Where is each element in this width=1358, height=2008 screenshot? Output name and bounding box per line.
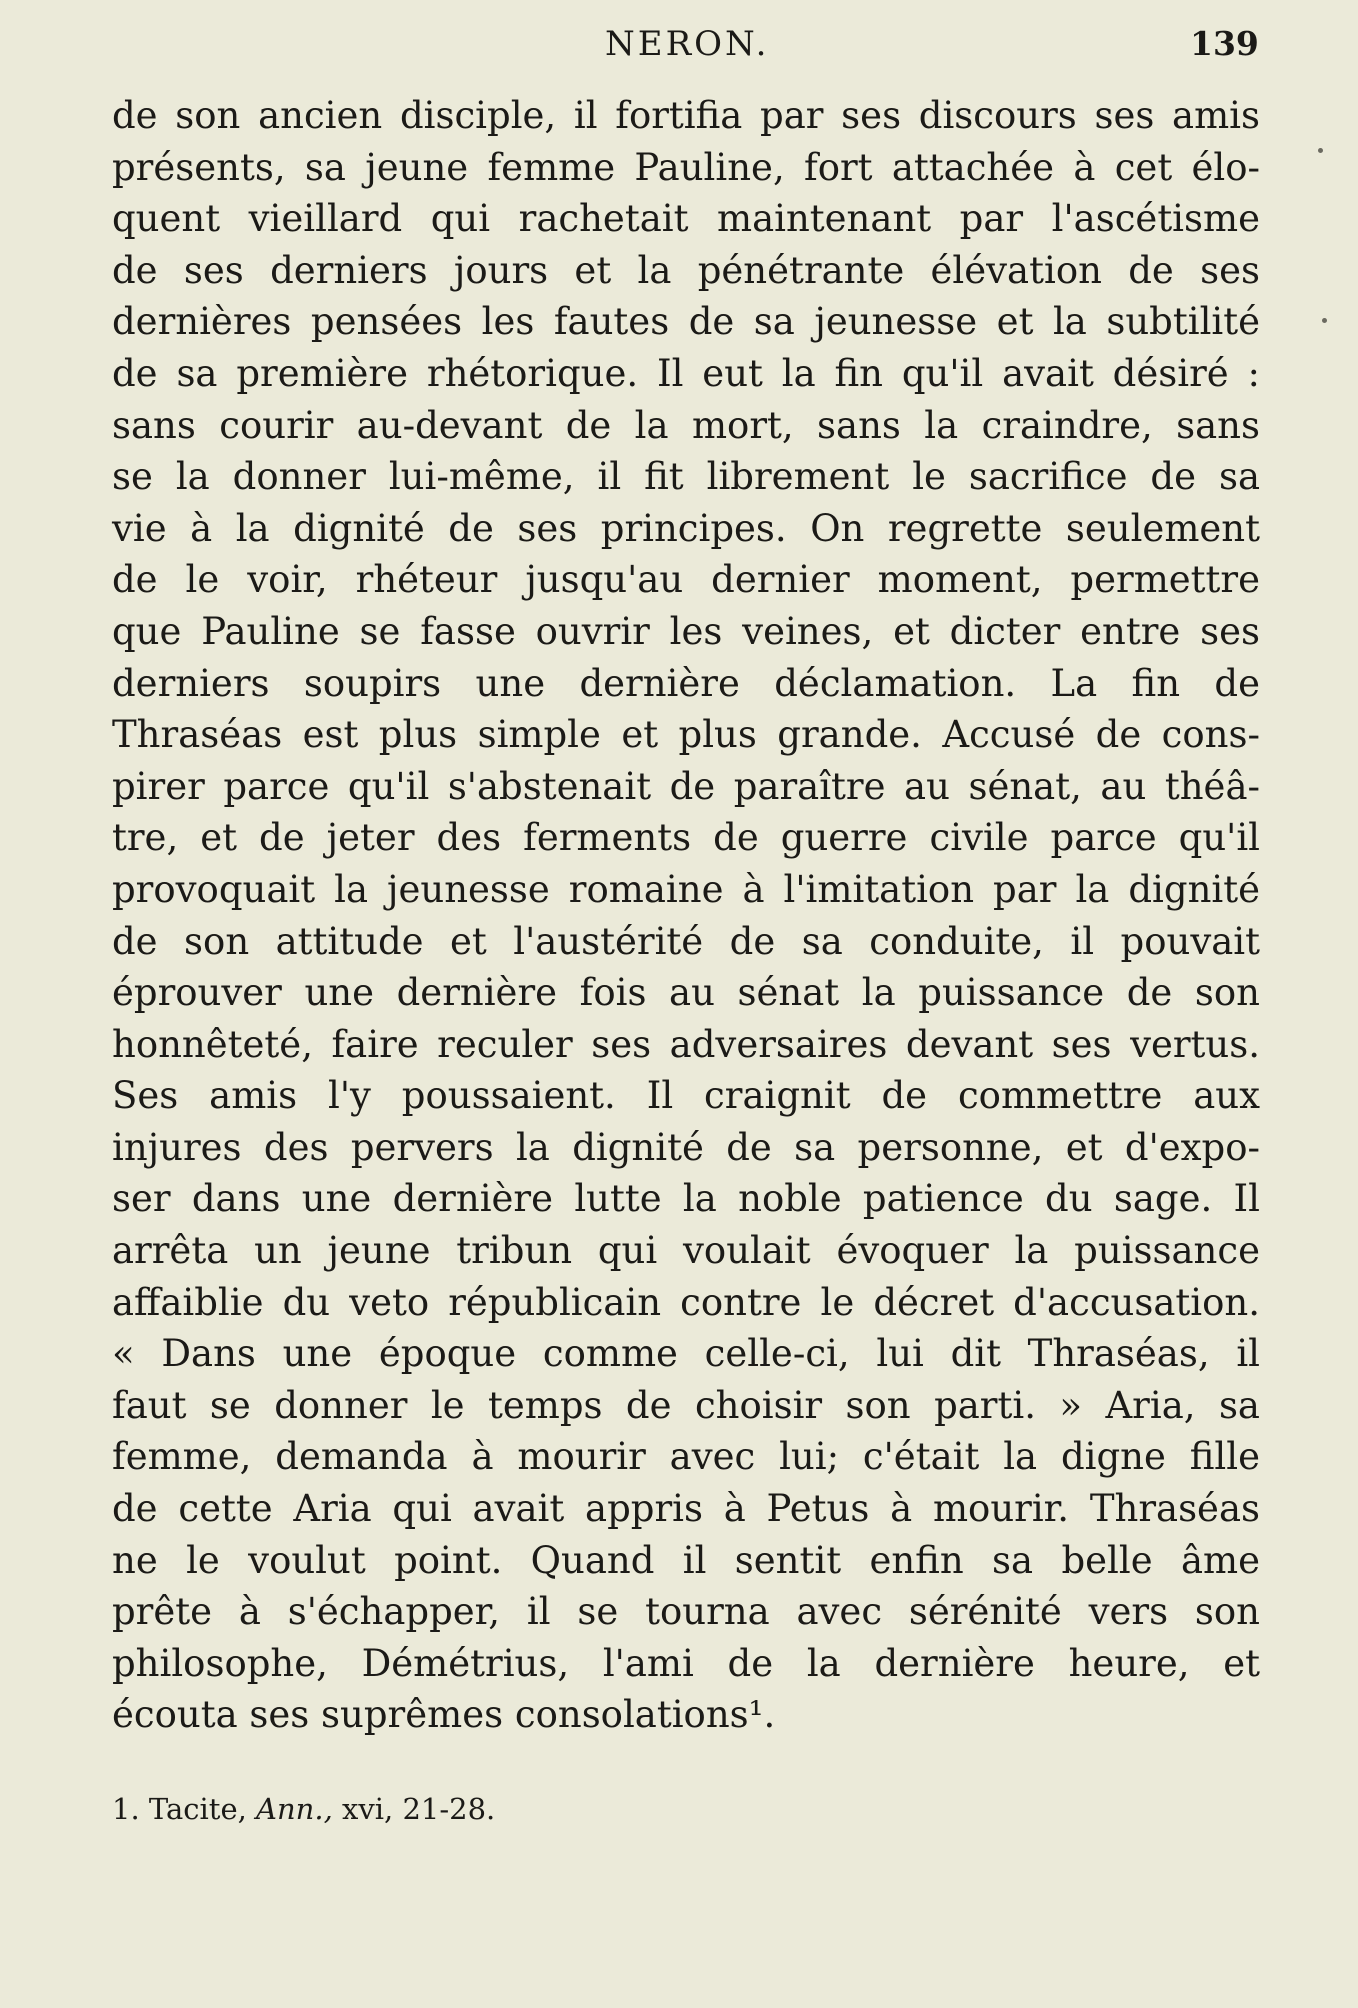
text-line: de cette Aria qui avait appris à Petus à mourir. Thraséas	[112, 1487, 1260, 1531]
text-line: derniers soupirs une dernière déclamation. La fin de	[112, 661, 1260, 705]
text-line: femme, demanda à mourir avec lui; c'était la digne fille	[112, 1435, 1260, 1479]
text-line: injures des pervers la dignité de sa personne, et d'expo-	[112, 1125, 1260, 1169]
text-line: quent vieillard qui rachetait maintenant par l'ascétisme	[112, 197, 1260, 241]
footnote-work: Ann.,	[256, 1792, 333, 1826]
text-line: tre, et de jeter des ferments de guerre civile parce qu'il	[112, 816, 1260, 860]
text-line: Ses amis l'y poussaient. Il craignit de commettre aux	[112, 1074, 1260, 1118]
text-line: honnêteté, faire reculer ses adversaires devant ses vertus.	[112, 1022, 1260, 1066]
text-line: provoquait la jeunesse romaine à l'imitation par la dignité	[112, 867, 1260, 911]
footnote-marker: 1.	[112, 1792, 140, 1826]
body-text	[112, 90, 1260, 1741]
text-line: de sa première rhétorique. Il eut la fin qu'il avait désiré :	[112, 351, 1260, 395]
text-line: pirer parce qu'il s'abstenait de paraître au sénat, au théâ-	[112, 764, 1260, 808]
paper-speck	[1322, 318, 1327, 323]
footnote	[112, 1792, 495, 1826]
text-line: de le voir, rhéteur jusqu'au dernier moment, permettre	[112, 558, 1260, 602]
running-head	[0, 24, 1358, 74]
text-line: ser dans une dernière lutte la noble patience du sage. Il	[112, 1177, 1260, 1221]
page-number: 139	[1190, 24, 1259, 63]
text-line: Thraséas est plus simple et plus grande. Accusé de cons-	[112, 713, 1260, 757]
text-line: vie à la dignité de ses principes. On regrette seulement	[112, 506, 1260, 550]
text-line: éprouver une dernière fois au sénat la puissance de son	[112, 971, 1260, 1015]
paper-speck	[1318, 148, 1323, 153]
text-line: ne le voulut point. Quand il sentit enfin sa belle âme	[112, 1538, 1260, 1582]
text-line: présents, sa jeune femme Pauline, fort attachée à cet élo-	[112, 145, 1260, 189]
text-line: de ses derniers jours et la pénétrante élévation de ses	[112, 248, 1260, 292]
text-line: se la donner lui-même, il fit librement le sacrifice de sa	[112, 455, 1260, 499]
text-line: de son attitude et l'austérité de sa conduite, il pouvait	[112, 919, 1260, 963]
footnote-author: Tacite,	[148, 1792, 247, 1826]
text-line: affaiblie du veto républicain contre le décret d'accusation.	[112, 1280, 1260, 1324]
text-line: « Dans une époque comme celle-ci, lui dit Thraséas, il	[112, 1332, 1260, 1376]
text-line: sans courir au-devant de la mort, sans la craindre, sans	[112, 403, 1260, 447]
text-line: prête à s'échapper, il se tourna avec sérénité vers son	[112, 1590, 1260, 1634]
running-title: NERON.	[605, 24, 770, 64]
text-line: que Pauline se fasse ouvrir les veines, et dicter entre ses	[112, 609, 1260, 653]
footnote-reference: xvi, 21-28.	[342, 1792, 496, 1826]
text-line: de son ancien disciple, il fortifia par ses discours ses amis	[112, 94, 1260, 137]
text-line: dernières pensées les fautes de sa jeunesse et la subtilité	[112, 300, 1260, 344]
text-line: écouta ses suprêmes consolations¹.	[112, 1693, 776, 1737]
text-line: arrêta un jeune tribun qui voulait évoquer la puissance	[112, 1229, 1260, 1273]
text-line: faut se donner le temps de choisir son parti. » Aria, sa	[112, 1383, 1260, 1427]
text-line: philosophe, Démétrius, l'ami de la dernière heure, et	[112, 1641, 1260, 1685]
